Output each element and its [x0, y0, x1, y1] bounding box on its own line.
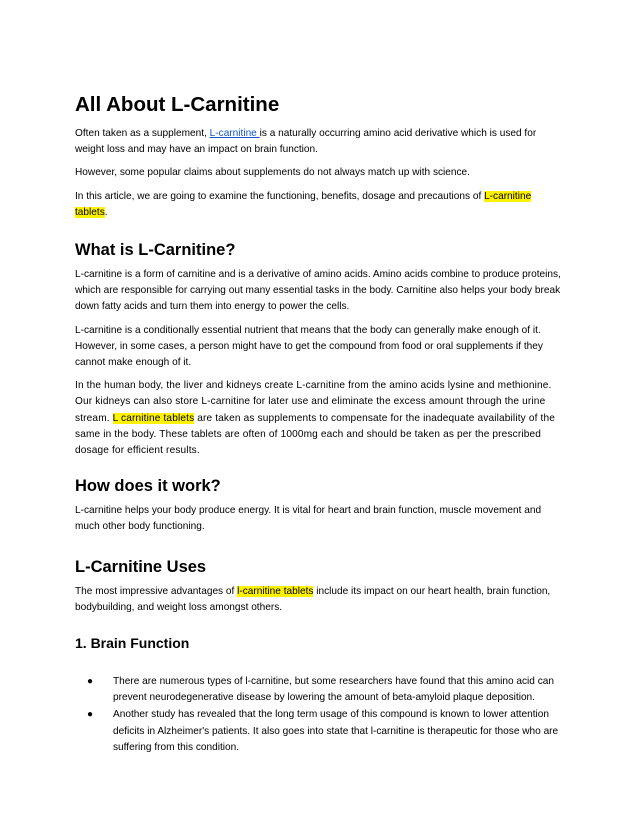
what-is-p3-text-pre: In the human body, the liver and kidneys create L-carnitine from the amino acids lysine and methionine. Our kidneys can also store L-carnitine for later use and eliminate the excess amount through the urine stream. [75, 380, 552, 424]
document-page [75, 92, 565, 757]
uses-p1-text-post: include its impact on our heart health, brain function, bodybuilding, and weight loss amongst others. [75, 585, 551, 613]
intro-paragraph-1 [75, 126, 565, 158]
intro-paragraph-2: However, some popular claims about supplements do not always match up with science. [75, 167, 470, 179]
bullet-icon: ● [87, 709, 94, 721]
bullet-icon: ● [87, 676, 94, 688]
section-heading-how-works: How does it work? [75, 477, 221, 496]
uses-p1-text-pre: The most impressive advantages of [75, 585, 238, 597]
list-item-text: Another study has revealed that the long term usage of this compound is known to lower attention deficits in Alzheimer's patients. It also goes into state that l-carnitine is therapeutic for those who are suffering from this condition. [113, 709, 559, 753]
what-is-paragraph-1: L-carnitine is a form of carnitine and is a derivative of amino acids. Amino acids combine to produce proteins, which are responsible for carrying out many essential tasks in the body. Carnitine also helps your body break down fatty acids and turn them into energy to power the cells. [75, 269, 561, 313]
highlighted-text: l-carnitine tablets [237, 585, 314, 597]
intro-p1-text-post: is a naturally occurring amino acid derivative which is used for weight loss and may have an impact on brain function. [75, 128, 537, 156]
uses-paragraph-1 [75, 584, 565, 616]
intro-p1-text-pre: Often taken as a supplement, [75, 128, 210, 139]
list-item-text: There are numerous types of l-carnitine, but some researchers have found that this amino acid can prevent neurodegenerative disease by lowering the amount of beta-amyloid plaque deposition. [113, 676, 554, 704]
highlighted-text: L-carnitine tablets [75, 190, 532, 218]
what-is-paragraph-3 [75, 378, 565, 459]
section-heading-uses: L-Carnitine Uses [75, 557, 207, 576]
intro-p3-text-pre: In this article, we are going to examine the functioning, benefits, dosage and precautions of [75, 190, 485, 202]
intro-p3-text-post: . [104, 206, 108, 218]
brain-function-list [75, 674, 565, 756]
l-carnitine-link[interactable]: L-carnitine [209, 128, 260, 139]
list-item [75, 674, 565, 706]
subsection-heading-brain-function: 1. Brain Function [75, 635, 190, 652]
how-works-paragraph-1: L-carnitine helps your body produce energy. It is vital for heart and brain function, muscle movement and much other body functioning. [75, 505, 542, 533]
what-is-paragraph-2: L-carnitine is a conditionally essential nutrient that means that the body can generally make enough of it. However, in some cases, a person might have to get the compound from food or oral supplements if they cannot make enough of it. [75, 324, 543, 369]
what-is-p3-text-post: are taken as supplements to compensate for the inadequate availability of the same in the body. These tablets are often of 1000mg each and should be taken as per the prescribed dosage for efficient results. [75, 412, 555, 457]
intro-paragraph-3 [75, 189, 565, 221]
list-item [75, 707, 565, 756]
highlighted-text: L carnitine tablets [112, 412, 195, 424]
section-heading-what-is: What is L-Carnitine? [75, 241, 236, 260]
page-title: All About L-Carnitine [75, 93, 280, 116]
